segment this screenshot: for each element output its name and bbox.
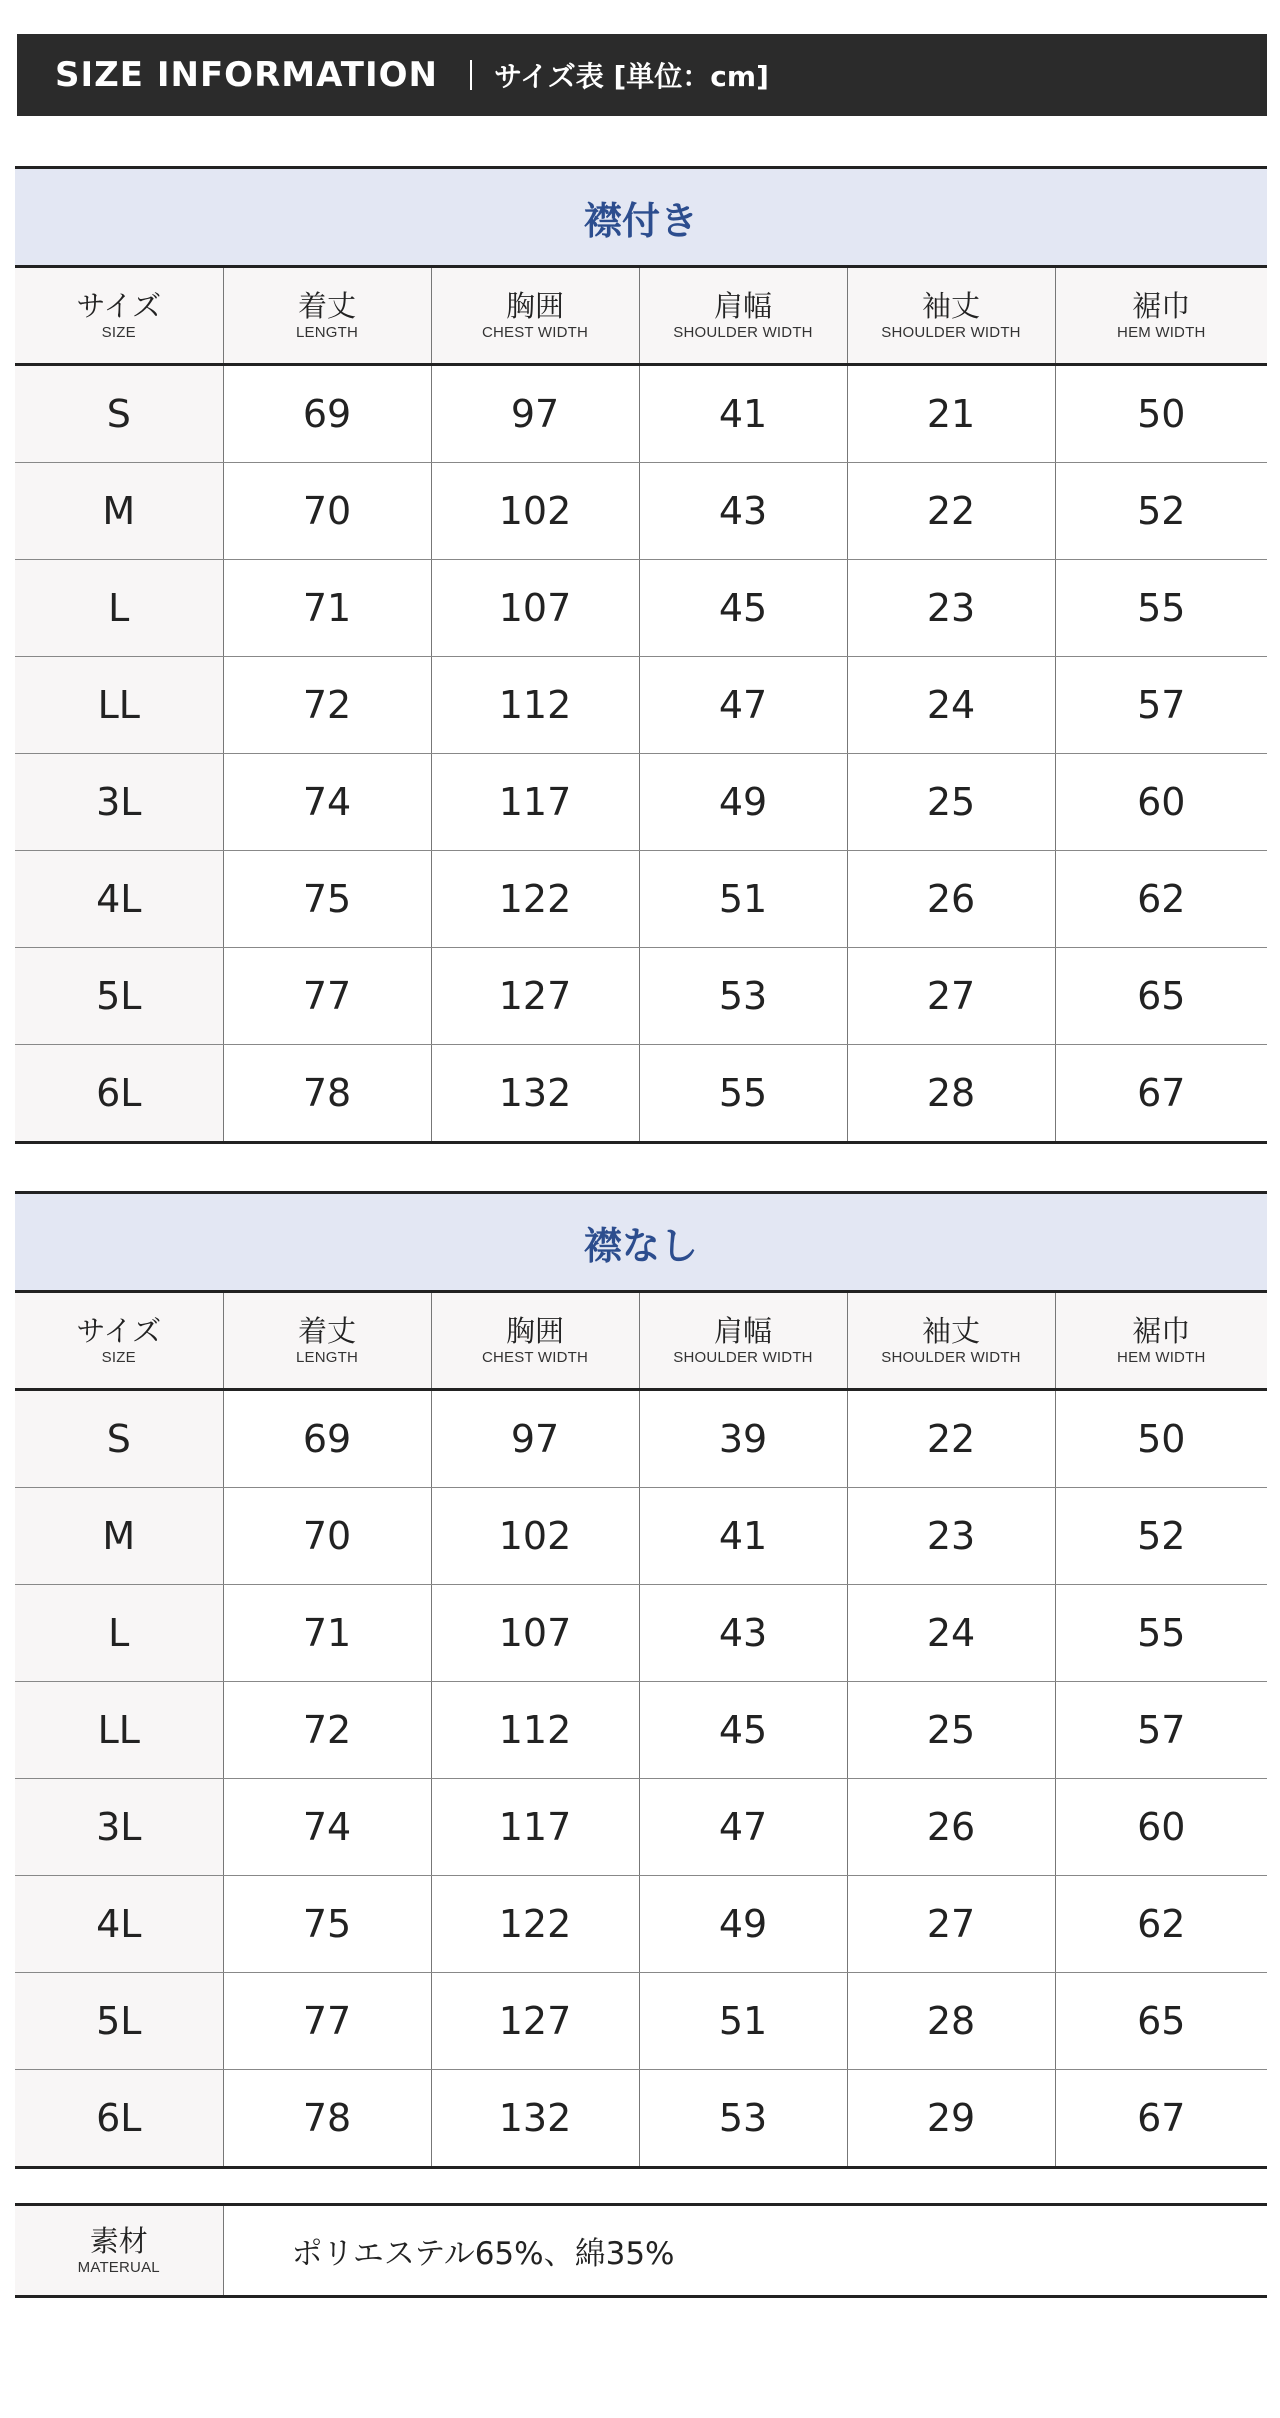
column-label-en: HEM WIDTH	[1117, 1348, 1206, 1366]
material-table	[15, 2203, 1267, 2298]
table-cell: 28	[847, 1973, 1055, 2070]
table-cell: 22	[847, 1390, 1055, 1488]
column-label-en: SHOULDER WIDTH	[673, 323, 813, 341]
table-cell: 97	[431, 1390, 639, 1488]
table-cell: 47	[639, 657, 847, 754]
column-header-size	[15, 267, 223, 365]
table-cell: 107	[431, 1585, 639, 1682]
column-label-en: HEM WIDTH	[1117, 323, 1206, 341]
table-title: 襟付き	[15, 168, 1267, 267]
size-cell: S	[15, 1390, 223, 1488]
column-header-length	[223, 1292, 431, 1390]
column-label-jp: 裾巾	[1132, 1313, 1191, 1348]
table-cell: 78	[223, 2070, 431, 2168]
size-cell: 3L	[15, 1779, 223, 1876]
table-cell: 27	[847, 948, 1055, 1045]
size-information-header	[17, 34, 1267, 116]
table-cell: 107	[431, 560, 639, 657]
table-cell: 23	[847, 560, 1055, 657]
size-cell: 6L	[15, 2070, 223, 2168]
table-cell: 72	[223, 657, 431, 754]
table-cell: 26	[847, 1779, 1055, 1876]
table-cell: 78	[223, 1045, 431, 1143]
size-cell: LL	[15, 1682, 223, 1779]
table-cell: 60	[1055, 754, 1267, 851]
table-row	[15, 365, 1267, 463]
column-label-en: SIZE	[101, 1348, 136, 1366]
material-row	[15, 2205, 1267, 2297]
table-cell: 122	[431, 1876, 639, 1973]
table-row	[15, 754, 1267, 851]
table-row	[15, 1973, 1267, 2070]
column-label-jp: 胸囲	[505, 1313, 564, 1348]
header-subtitle: サイズ表 [単位：cm]	[493, 60, 769, 93]
size-cell: L	[15, 560, 223, 657]
table-cell: 102	[431, 1488, 639, 1585]
size-cell: L	[15, 1585, 223, 1682]
column-label-en: SIZE	[101, 323, 136, 341]
size-cell: LL	[15, 657, 223, 754]
column-label-jp: 袖丈	[921, 288, 980, 323]
table-header-row	[15, 267, 1267, 365]
table-cell: 60	[1055, 1779, 1267, 1876]
table-cell: 75	[223, 851, 431, 948]
header-title: SIZE INFORMATION	[55, 55, 438, 95]
table-cell: 57	[1055, 657, 1267, 754]
table-cell: 75	[223, 1876, 431, 1973]
table-cell: 51	[639, 851, 847, 948]
table-cell: 25	[847, 1682, 1055, 1779]
table-cell: 112	[431, 1682, 639, 1779]
table-cell: 71	[223, 1585, 431, 1682]
table-cell: 127	[431, 1973, 639, 2070]
column-label-jp: 肩幅	[713, 1313, 772, 1348]
table-cell: 71	[223, 560, 431, 657]
table-cell: 50	[1055, 1390, 1267, 1488]
size-cell: S	[15, 365, 223, 463]
table-cell: 65	[1055, 948, 1267, 1045]
material-label-jp: 素材	[89, 2223, 148, 2258]
column-label-jp: 着丈	[297, 1313, 356, 1348]
table-row	[15, 1682, 1267, 1779]
table-cell: 72	[223, 1682, 431, 1779]
table-cell: 132	[431, 2070, 639, 2168]
column-header-chest	[431, 1292, 639, 1390]
table-row	[15, 1488, 1267, 1585]
column-header-hem	[1055, 267, 1267, 365]
table-cell: 21	[847, 365, 1055, 463]
table-title-row	[15, 168, 1267, 267]
table-cell: 49	[639, 754, 847, 851]
table-cell: 41	[639, 365, 847, 463]
table-cell: 24	[847, 657, 1055, 754]
table-cell: 69	[223, 1390, 431, 1488]
table-cell: 70	[223, 1488, 431, 1585]
table-row	[15, 1045, 1267, 1143]
table-cell: 53	[639, 948, 847, 1045]
column-header-sleeve	[847, 1292, 1055, 1390]
column-header-hem	[1055, 1292, 1267, 1390]
table-cell: 69	[223, 365, 431, 463]
column-label-en: LENGTH	[295, 1348, 359, 1366]
column-label-en: SHOULDER WIDTH	[673, 1348, 813, 1366]
size-cell: 4L	[15, 1876, 223, 1973]
column-label-en: CHEST WIDTH	[481, 323, 589, 341]
column-header-shoulder	[639, 1292, 847, 1390]
header-divider	[470, 60, 472, 90]
table-cell: 74	[223, 754, 431, 851]
column-header-size	[15, 1292, 223, 1390]
table-cell: 22	[847, 463, 1055, 560]
table-cell: 51	[639, 1973, 847, 2070]
table-cell: 25	[847, 754, 1055, 851]
column-label-en: LENGTH	[295, 323, 359, 341]
column-label-jp: サイズ	[76, 1313, 162, 1348]
size-table-without-collar	[15, 1191, 1267, 2169]
table-cell: 52	[1055, 463, 1267, 560]
table-cell: 62	[1055, 1876, 1267, 1973]
table-cell: 23	[847, 1488, 1055, 1585]
material-value: ポリエステル65%、綿35%	[223, 2205, 1267, 2297]
column-label-jp: 裾巾	[1132, 288, 1191, 323]
table-cell: 55	[1055, 560, 1267, 657]
column-label-jp: 着丈	[297, 288, 356, 323]
material-label	[15, 2205, 223, 2297]
size-cell: 5L	[15, 948, 223, 1045]
table-cell: 41	[639, 1488, 847, 1585]
table-cell: 39	[639, 1390, 847, 1488]
table-title-row	[15, 1193, 1267, 1292]
table-row	[15, 1390, 1267, 1488]
table-row	[15, 560, 1267, 657]
table-row	[15, 1779, 1267, 1876]
column-label-jp: サイズ	[76, 288, 162, 323]
table-cell: 77	[223, 1973, 431, 2070]
table-title: 襟なし	[15, 1193, 1267, 1292]
table-cell: 62	[1055, 851, 1267, 948]
table-cell: 49	[639, 1876, 847, 1973]
size-cell: 6L	[15, 1045, 223, 1143]
table-cell: 67	[1055, 2070, 1267, 2168]
column-label-en: SHOULDER WIDTH	[881, 323, 1021, 341]
table-cell: 117	[431, 754, 639, 851]
size-cell: 4L	[15, 851, 223, 948]
column-header-shoulder	[639, 267, 847, 365]
table-row	[15, 948, 1267, 1045]
column-label-jp: 胸囲	[505, 288, 564, 323]
size-cell: M	[15, 463, 223, 560]
table-cell: 43	[639, 463, 847, 560]
table-cell: 70	[223, 463, 431, 560]
table-cell: 55	[639, 1045, 847, 1143]
column-header-chest	[431, 267, 639, 365]
table-cell: 117	[431, 1779, 639, 1876]
table-cell: 47	[639, 1779, 847, 1876]
material-label-en: MATERUAL	[77, 2258, 160, 2276]
table-cell: 122	[431, 851, 639, 948]
column-header-length	[223, 267, 431, 365]
table-cell: 132	[431, 1045, 639, 1143]
table-cell: 52	[1055, 1488, 1267, 1585]
table-header-row	[15, 1292, 1267, 1390]
table-cell: 97	[431, 365, 639, 463]
size-cell: 3L	[15, 754, 223, 851]
table-cell: 102	[431, 463, 639, 560]
table-cell: 43	[639, 1585, 847, 1682]
table-cell: 45	[639, 1682, 847, 1779]
size-cell: M	[15, 1488, 223, 1585]
table-cell: 27	[847, 1876, 1055, 1973]
table-cell: 67	[1055, 1045, 1267, 1143]
column-label-jp: 肩幅	[713, 288, 772, 323]
table-row	[15, 851, 1267, 948]
table-row	[15, 463, 1267, 560]
table-cell: 127	[431, 948, 639, 1045]
table-cell: 45	[639, 560, 847, 657]
table-cell: 65	[1055, 1973, 1267, 2070]
table-cell: 77	[223, 948, 431, 1045]
column-label-en: SHOULDER WIDTH	[881, 1348, 1021, 1366]
column-label-jp: 袖丈	[921, 1313, 980, 1348]
table-cell: 74	[223, 1779, 431, 1876]
table-cell: 57	[1055, 1682, 1267, 1779]
table-row	[15, 2070, 1267, 2168]
table-cell: 29	[847, 2070, 1055, 2168]
table-row	[15, 1876, 1267, 1973]
column-label-en: CHEST WIDTH	[481, 1348, 589, 1366]
table-cell: 28	[847, 1045, 1055, 1143]
table-cell: 26	[847, 851, 1055, 948]
size-table-with-collar	[15, 166, 1267, 1144]
table-cell: 112	[431, 657, 639, 754]
table-cell: 53	[639, 2070, 847, 2168]
column-header-sleeve	[847, 267, 1055, 365]
table-row	[15, 1585, 1267, 1682]
table-cell: 24	[847, 1585, 1055, 1682]
table-cell: 50	[1055, 365, 1267, 463]
table-row	[15, 657, 1267, 754]
size-cell: 5L	[15, 1973, 223, 2070]
table-cell: 55	[1055, 1585, 1267, 1682]
